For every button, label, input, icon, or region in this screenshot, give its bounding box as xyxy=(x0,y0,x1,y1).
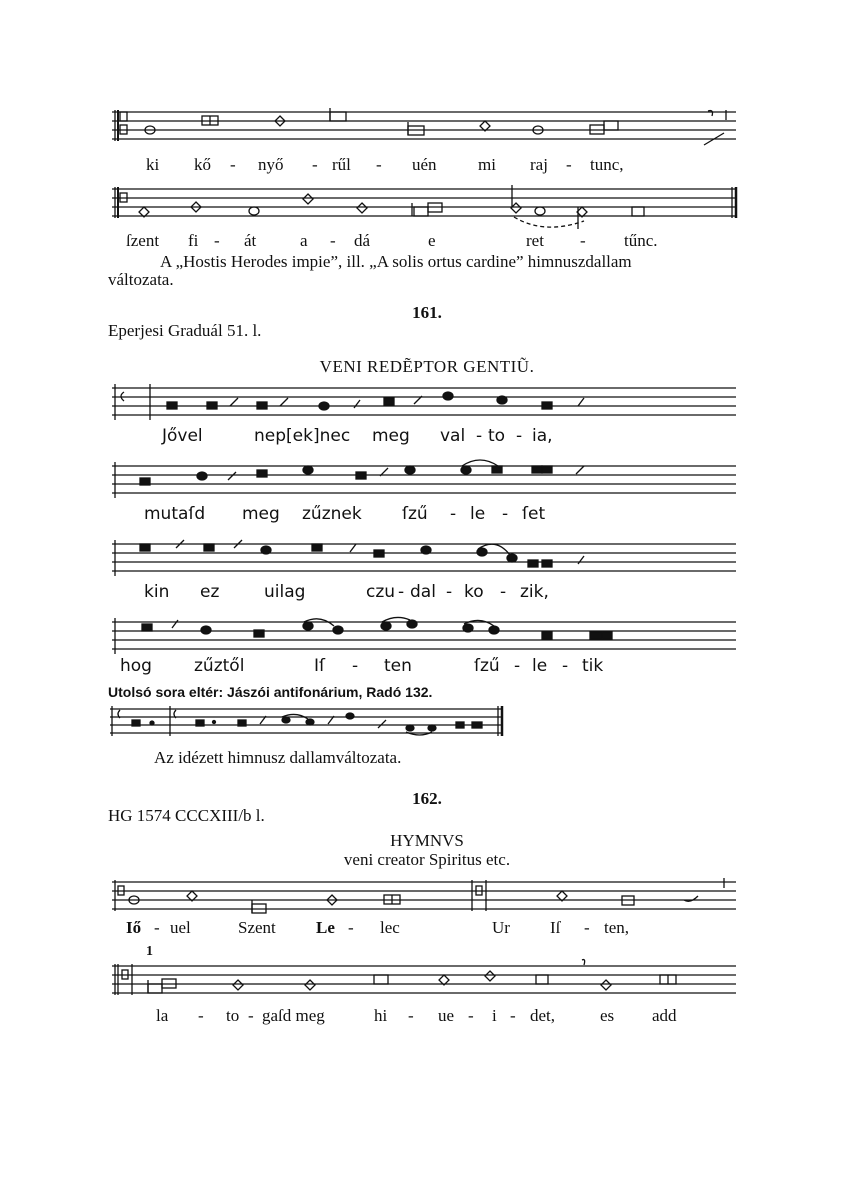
staff-top-1 xyxy=(112,108,742,152)
staff-161-2 xyxy=(112,462,742,506)
source-162: HG 1574 CCCXIII/b l. xyxy=(108,806,265,825)
marker-162: 1 xyxy=(146,944,153,959)
variant-note-161: Az idézett himnusz dallamváltozata. xyxy=(154,748,402,767)
staff-top-2 xyxy=(112,185,742,229)
subtitle-162: veni creator Spiritus etc. xyxy=(343,850,511,869)
top-note: A „Hostis Herodes impie”, ill. „A solis ortus cardine” himnuszdallam xyxy=(160,252,632,271)
top-note-cont: változata. xyxy=(108,270,174,289)
source-161: Eperjesi Graduál 51. l. xyxy=(108,321,262,340)
staff-161-variant xyxy=(110,706,510,742)
staff-161-3 xyxy=(112,540,742,584)
piece-number-162: 162. xyxy=(412,789,442,808)
variant-label-161: Utolsó sora eltér: Jászói antifonárium, Radó 132. xyxy=(108,684,433,700)
piece-number-161: 161. xyxy=(412,303,442,322)
staff-162-2 xyxy=(112,962,742,1006)
title-162: HYMNVS xyxy=(390,831,464,850)
title-161: VENI REDẼPTOR GENTIŨ. xyxy=(319,357,535,376)
staff-162-1 xyxy=(112,878,742,922)
staff-161-1 xyxy=(112,384,742,428)
